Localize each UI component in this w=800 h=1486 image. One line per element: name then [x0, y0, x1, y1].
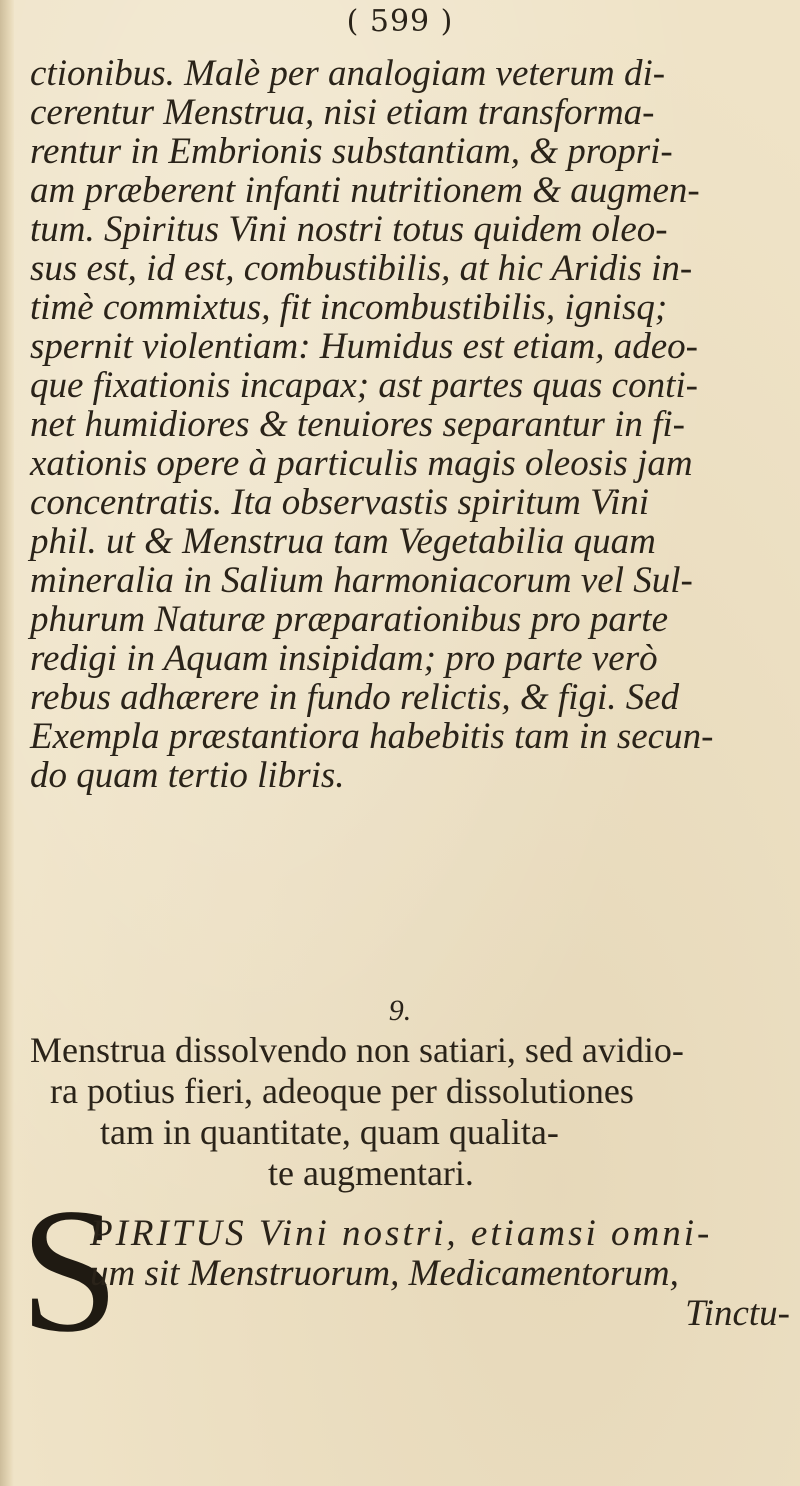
text-line: um sit Menstruorum, Medicamentorum, — [90, 1253, 679, 1294]
heading-line: ra potius fieri, adeoque per dissolutiones — [50, 1071, 634, 1111]
text-line: phil. ut & Menstrua tam Vegetabilia quam — [30, 521, 656, 562]
italic-paragraph — [30, 54, 790, 795]
section-heading — [28, 1030, 788, 1194]
heading-line: te augmentari. — [268, 1153, 474, 1193]
section-number: 9. — [388, 994, 412, 1027]
text-line: rentur in Embrionis substantiam, & propri- — [30, 131, 673, 172]
drop-cap: S — [20, 1171, 119, 1369]
heading-line: Menstrua dissolvendo non satiari, sed avidio- — [30, 1030, 684, 1070]
text-line: concentratis. Ita observastis spiritum Vini — [30, 482, 650, 523]
text-line: sus est, id est, combustibilis, at hic Aridis in- — [30, 248, 693, 289]
text-line: ctionibus. Malè per analogiam veterum di- — [30, 53, 666, 94]
text-line: cerentur Menstrua, nisi etiam transforma- — [30, 92, 655, 133]
text-line: Exempla præstantiora habebitis tam in secun- — [30, 716, 714, 757]
text-line: phurum Naturæ præparationibus pro parte — [30, 599, 668, 640]
page-number: ( 599 ) — [346, 4, 454, 39]
text-line: spernit violentiam: Humidus est etiam, adeo- — [30, 326, 698, 367]
text-line: PIRITUS Vini nostri, etiamsi omni- — [90, 1213, 713, 1254]
text-line: tum. Spiritus Vini nostri totus quidem oleo- — [30, 209, 668, 250]
text-line: xationis opere à particulis magis oleosis jam — [30, 443, 693, 484]
catchword: Tinctu- — [685, 1293, 790, 1334]
body-paragraph — [90, 1214, 790, 1334]
text-line: net humidiores & tenuiores separantur in fi- — [30, 404, 685, 445]
text-line: redigi in Aquam insipidam; pro parte verò — [30, 638, 658, 679]
text-line: mineralia in Salium harmoniacorum vel Sul- — [30, 560, 693, 601]
text-line: am præberent infanti nutritionem & augmen- — [30, 170, 700, 211]
text-line: rebus adhærere in fundo relictis, & figi. Sed — [30, 677, 680, 718]
text-line: do quam tertio libris. — [30, 755, 345, 796]
heading-line: tam in quantitate, quam qualita- — [100, 1112, 559, 1152]
page-gutter — [0, 0, 14, 1486]
text-line: que fixationis incapax; ast partes quas conti- — [30, 365, 698, 406]
text-line: timè commixtus, fit incombustibilis, ignisq; — [30, 287, 668, 328]
